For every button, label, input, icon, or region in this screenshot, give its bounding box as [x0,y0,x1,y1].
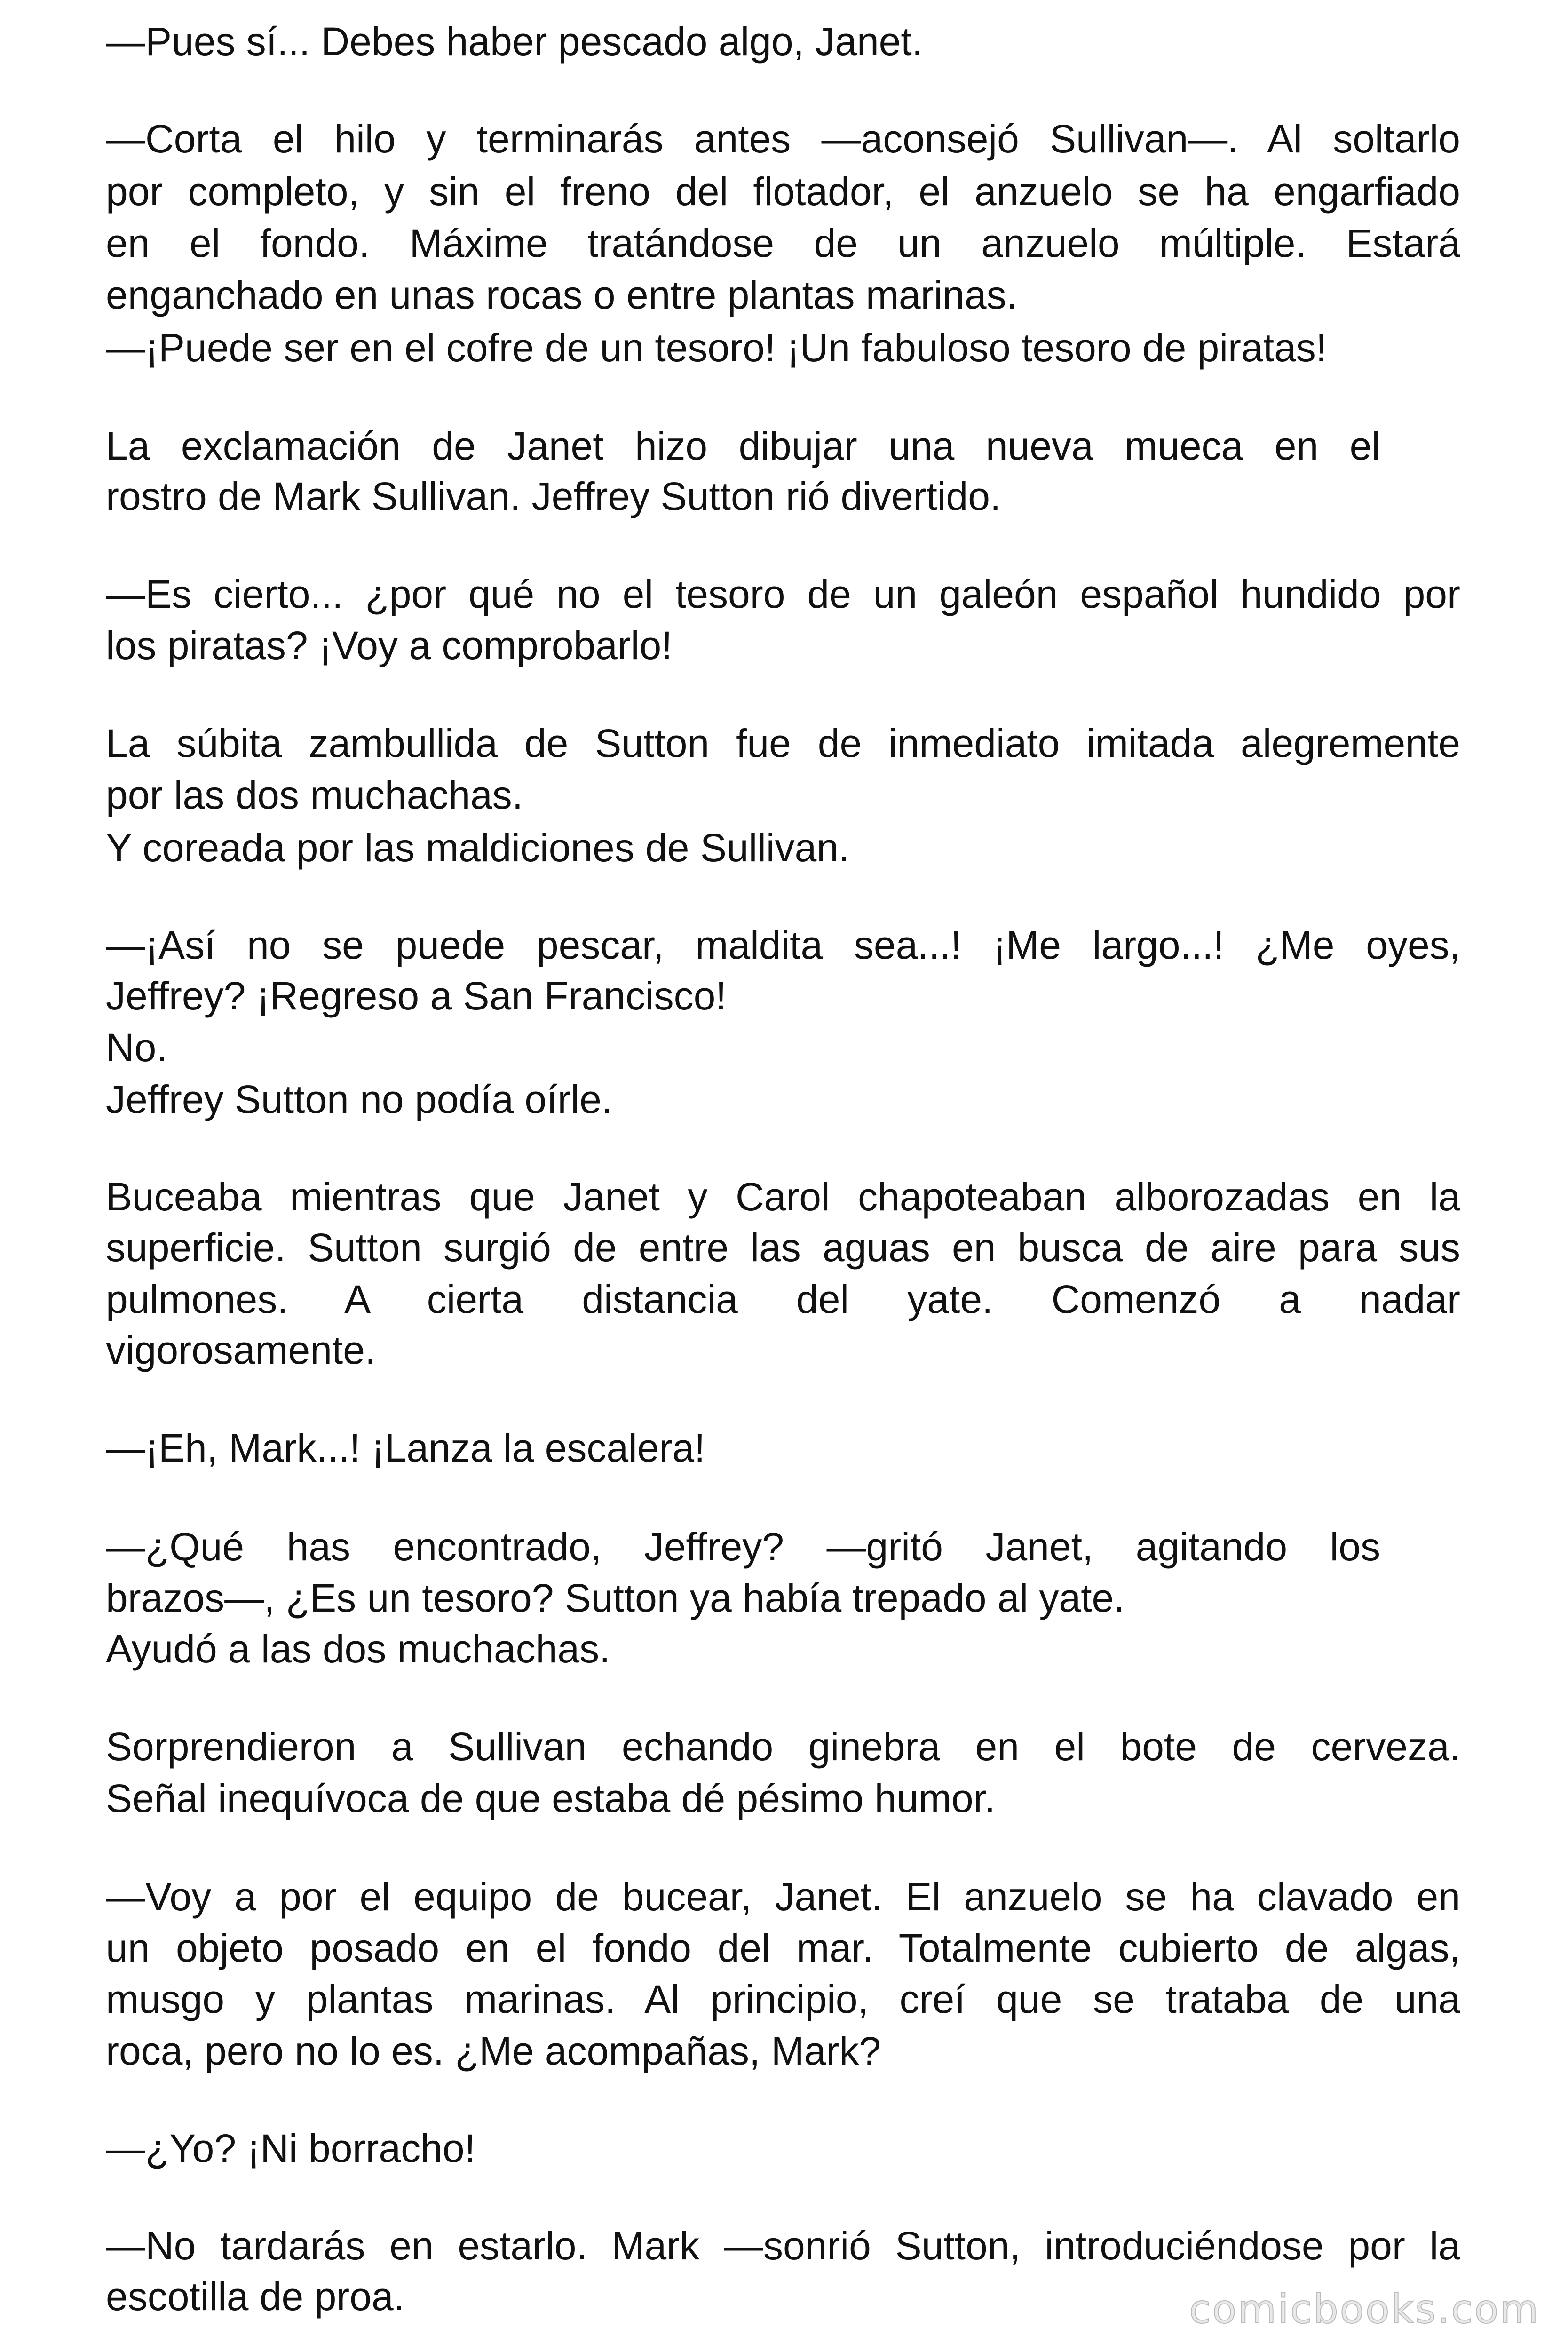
text-line: roca, pero no lo es. ¿Me acompañas, Mark? [106,2029,881,2073]
text-line: No. [106,1025,167,1070]
text-line: por las dos muchachas. [106,773,523,817]
text-line: —¿Yo? ¡Ni borracho! [106,2126,475,2170]
text-line: Jeffrey Sutton no podía oírle. [106,1077,613,1121]
text-line: musgo y plantas marinas. Al principio, creí que se trataba de una [106,1977,1460,2021]
text-line: —Es cierto... ¿por qué no el tesoro de un galeón español hundido por [106,572,1460,616]
text-line: —¿Qué has encontrado, Jeffrey? —gritó Janet, agitando los [106,1525,1380,1569]
text-line: —Voy a por el equipo de bucear, Janet. El anzuelo se ha clavado en [106,1875,1460,1919]
text-line: Señal inequívoca de que estaba dé pésimo humor. [106,1776,996,1820]
text-line: escotilla de proa. [106,2274,405,2319]
text-line: La súbita zambullida de Sutton fue de inmediato imitada alegremente [106,721,1460,765]
text-line: —Corta el hilo y terminarás antes —aconsejó Sullivan—. Al soltarlo [106,117,1460,161]
text-line: vigorosamente. [106,1328,376,1372]
text-line: Ayudó a las dos muchachas. [106,1627,610,1671]
text-line: Y coreada por las maldiciones de Sullivan. [106,826,850,870]
text-line: brazos—, ¿Es un tesoro? Sutton ya había trepado al yate. [106,1576,1125,1620]
text-line: —¡Eh, Mark...! ¡Lanza la escalera! [106,1426,705,1470]
text-line: pulmones. A cierta distancia del yate. Comenzó a nadar [106,1277,1460,1321]
watermark: comicbooks.com [1189,2286,1540,2332]
text-line: enganchado en unas rocas o entre plantas marinas. [106,273,1017,317]
text-line: —¡Puede ser en el cofre de un tesoro! ¡Un fabuloso tesoro de piratas! [106,326,1327,370]
text-line: superficie. Sutton surgió de entre las aguas en busca de aire para sus [106,1225,1460,1270]
text-line: Jeffrey? ¡Regreso a San Francisco! [106,974,727,1018]
text-line: Sorprendieron a Sullivan echando ginebra en el bote de cerveza. [106,1724,1460,1769]
text-line: un objeto posado en el fondo del mar. Totalmente cubierto de algas, [106,1926,1460,1970]
text-line: en el fondo. Máxime tratándose de un anzuelo múltiple. Estará [106,221,1460,265]
text-line: La exclamación de Janet hizo dibujar una nueva mueca en el [106,424,1380,468]
text-line: —Pues sí... Debes haber pescado algo, Janet. [106,19,923,64]
text-line: rostro de Mark Sullivan. Jeffrey Sutton rió divertido. [106,474,1001,518]
text-line: por completo, y sin el freno del flotador, el anzuelo se ha engarfiado [106,169,1460,214]
text-line: —No tardarás en estarlo. Mark —sonrió Sutton, introduciéndose por la [106,2224,1460,2268]
text-line: los piratas? ¡Voy a comprobarlo! [106,623,673,667]
text-line: Buceaba mientras que Janet y Carol chapoteaban alborozadas en la [106,1175,1460,1219]
text-line: —¡Así no se puede pescar, maldita sea...! ¡Me largo...! ¿Me oyes, [106,923,1460,967]
